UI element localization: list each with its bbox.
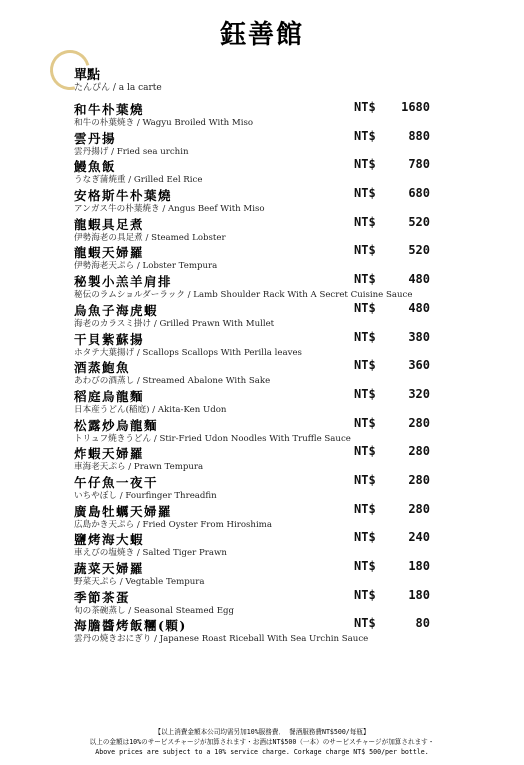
footer-line-japanese: 以上の金額は10%のサービスチャージが加算されます・お酒はNT$500（一本）のサービスチャージが加算されます・ <box>89 738 435 746</box>
item-price <box>354 301 430 315</box>
item-amount: 280 <box>408 472 430 487</box>
item-description: トリュフ焼きうどん / Stir-Fried Udon Noodles With Truffle Sauce <box>74 433 351 444</box>
item-amount: 180 <box>408 587 430 602</box>
item-description: 伊勢海老天ぷら / Lobster Tempura <box>74 261 218 272</box>
item-name: 鰻魚飯 <box>74 159 117 175</box>
item-currency: NT$ <box>354 100 376 114</box>
menu-item <box>74 127 430 157</box>
item-amount: 280 <box>408 415 430 430</box>
item-description: 海老のカラスミ掛け / Grilled Prawn With Mullet <box>74 318 275 329</box>
item-amount: 360 <box>408 358 430 373</box>
item-price <box>354 129 430 143</box>
item-price <box>354 616 430 630</box>
item-amount: 480 <box>408 300 430 315</box>
item-description: 雲丹揚げ / Fried sea urchin <box>74 146 189 157</box>
item-name: 稻庭烏龍麵 <box>74 388 145 404</box>
item-price <box>354 502 430 516</box>
item-currency: NT$ <box>354 186 376 201</box>
menu-item <box>74 213 430 243</box>
item-description: あわびの酒蒸し / Streamed Abalone With Sake <box>74 376 271 387</box>
menu-item <box>74 557 430 587</box>
footer-note <box>0 727 524 757</box>
item-amount: 80 <box>415 616 430 631</box>
item-name: 松露炒烏龍麵 <box>74 417 159 433</box>
item-currency: NT$ <box>354 358 376 373</box>
item-price <box>354 330 430 344</box>
menu-item <box>74 98 430 128</box>
item-name: 廣島牡蠣天婦羅 <box>74 503 173 519</box>
section-subtitle: たんぴん / a la carte <box>74 83 162 93</box>
item-price <box>354 588 430 602</box>
item-description: 雲丹の焼きおにぎり / Japanese Roast Riceball With Sea Urchin Sauce <box>74 634 369 645</box>
item-price <box>354 100 430 114</box>
item-amount: 780 <box>408 157 430 172</box>
item-price <box>354 559 430 573</box>
item-description: 野菜天ぷら / Vegtable Tempura <box>74 577 205 587</box>
item-name: 海膽醬烤飯糰(顆) <box>74 618 187 634</box>
item-amount: 240 <box>408 530 430 545</box>
item-currency: NT$ <box>354 415 376 430</box>
menu-item <box>74 299 430 329</box>
item-description: うなぎ蒲焼重 / Grilled Eel Rice <box>74 175 203 186</box>
item-description: 和牛の朴葉焼き / Wagyu Broiled With Miso <box>74 118 254 128</box>
item-price <box>354 416 430 430</box>
item-currency: NT$ <box>354 559 376 573</box>
item-price <box>354 186 430 200</box>
item-name: 龍蝦具足煮 <box>74 216 145 232</box>
item-currency: NT$ <box>354 214 376 229</box>
item-name: 雲丹揚 <box>74 130 117 146</box>
item-description: アンガス牛の朴葉焼き / Angus Beef With Miso <box>74 204 265 215</box>
item-name: 午仔魚一夜干 <box>74 474 159 490</box>
item-name: 和牛朴葉燒 <box>74 102 145 117</box>
footer-line-chinese: 【以上消費金額本公司均需另加10%服務費． 餐酒服務費NT$500/每瓶】 <box>154 728 370 736</box>
item-price <box>354 272 430 286</box>
item-description: 車えびの塩焼き / Salted Tiger Prawn <box>74 548 227 559</box>
menu-item <box>74 270 430 301</box>
item-amount: 1680 <box>401 100 430 114</box>
item-description: 秘伝のラムショルダーラック / Lamb Shoulder Rack With A Secret Cuisine Sauce <box>74 290 413 301</box>
item-amount: 280 <box>408 501 430 516</box>
menu-item <box>74 184 430 215</box>
item-currency: NT$ <box>354 157 376 172</box>
footer-line-english: Above prices are subject to a 10% service charge. Corkage charge NT$ 500/per bottle. <box>95 748 429 756</box>
item-name: 鹽烤海大蝦 <box>74 532 145 548</box>
item-currency: NT$ <box>354 329 376 344</box>
item-price <box>354 157 430 171</box>
item-price <box>354 530 430 544</box>
item-currency: NT$ <box>354 444 376 459</box>
item-price <box>354 444 430 458</box>
item-currency: NT$ <box>354 530 376 545</box>
menu-item <box>74 328 430 358</box>
menu-item <box>74 155 430 186</box>
item-name: 秘製小羔羊肩排 <box>74 274 173 290</box>
item-amount: 880 <box>408 128 430 143</box>
item-currency: NT$ <box>354 472 376 487</box>
item-amount: 320 <box>408 386 430 401</box>
menu-item <box>74 471 430 501</box>
item-price <box>354 387 430 401</box>
menu-item <box>74 442 430 473</box>
item-amount: 480 <box>408 272 430 287</box>
item-name: 蔬菜天婦羅 <box>74 561 145 576</box>
item-description: ホタテ大葉揚げ / Scallops Scallops With Perilla leaves <box>74 347 302 358</box>
item-currency: NT$ <box>354 616 376 631</box>
item-amount: 180 <box>408 559 430 573</box>
restaurant-logo: 鈺善館 <box>219 20 304 50</box>
item-description: 旬の茶碗蒸し / Seasonal Steamed Egg <box>74 605 235 616</box>
item-description: 広島かき天ぷら / Fried Oyster From Hiroshima <box>74 519 272 530</box>
item-name: 干貝紫蘇揚 <box>74 331 145 347</box>
item-amount: 680 <box>408 186 430 201</box>
item-name: 安格斯牛朴葉燒 <box>74 188 173 204</box>
menu-item <box>74 586 430 616</box>
item-price <box>354 473 430 487</box>
item-name: 炸蝦天婦羅 <box>74 446 145 462</box>
item-amount: 280 <box>408 444 430 459</box>
menu-item <box>74 414 430 444</box>
item-description: いちやぼし / Fourfinger Threadfin <box>74 490 217 501</box>
item-amount: 520 <box>408 214 430 229</box>
menu-item <box>74 356 430 387</box>
item-name: 龍蝦天婦羅 <box>74 245 145 261</box>
item-description: 日本産うどん(稲庭) / Akita-Ken Udon <box>74 404 227 415</box>
item-name: 烏魚子海虎蝦 <box>74 302 159 318</box>
item-description: 伊勢海老の具足煮 / Steamed Lobster <box>74 232 226 243</box>
section-title: 單點 <box>74 68 101 83</box>
item-currency: NT$ <box>354 128 376 143</box>
item-currency: NT$ <box>354 386 376 401</box>
item-currency: NT$ <box>354 272 376 287</box>
menu-item <box>74 241 430 272</box>
menu-item <box>74 500 430 530</box>
item-price <box>354 215 430 229</box>
item-price <box>354 358 430 372</box>
item-currency: NT$ <box>354 243 376 258</box>
item-currency: NT$ <box>354 501 376 516</box>
item-name: 季節茶蛋 <box>74 589 131 605</box>
menu-list <box>74 98 430 645</box>
item-currency: NT$ <box>354 587 376 602</box>
item-amount: 380 <box>408 329 430 344</box>
menu-item <box>74 614 430 645</box>
menu-item <box>74 528 430 559</box>
item-currency: NT$ <box>354 300 376 315</box>
menu-item <box>74 385 430 415</box>
item-description: 車海老天ぷら / Prawn Tempura <box>74 462 204 473</box>
item-amount: 520 <box>408 243 430 258</box>
item-price <box>354 243 430 257</box>
item-name: 酒蒸鮑魚 <box>74 360 131 376</box>
